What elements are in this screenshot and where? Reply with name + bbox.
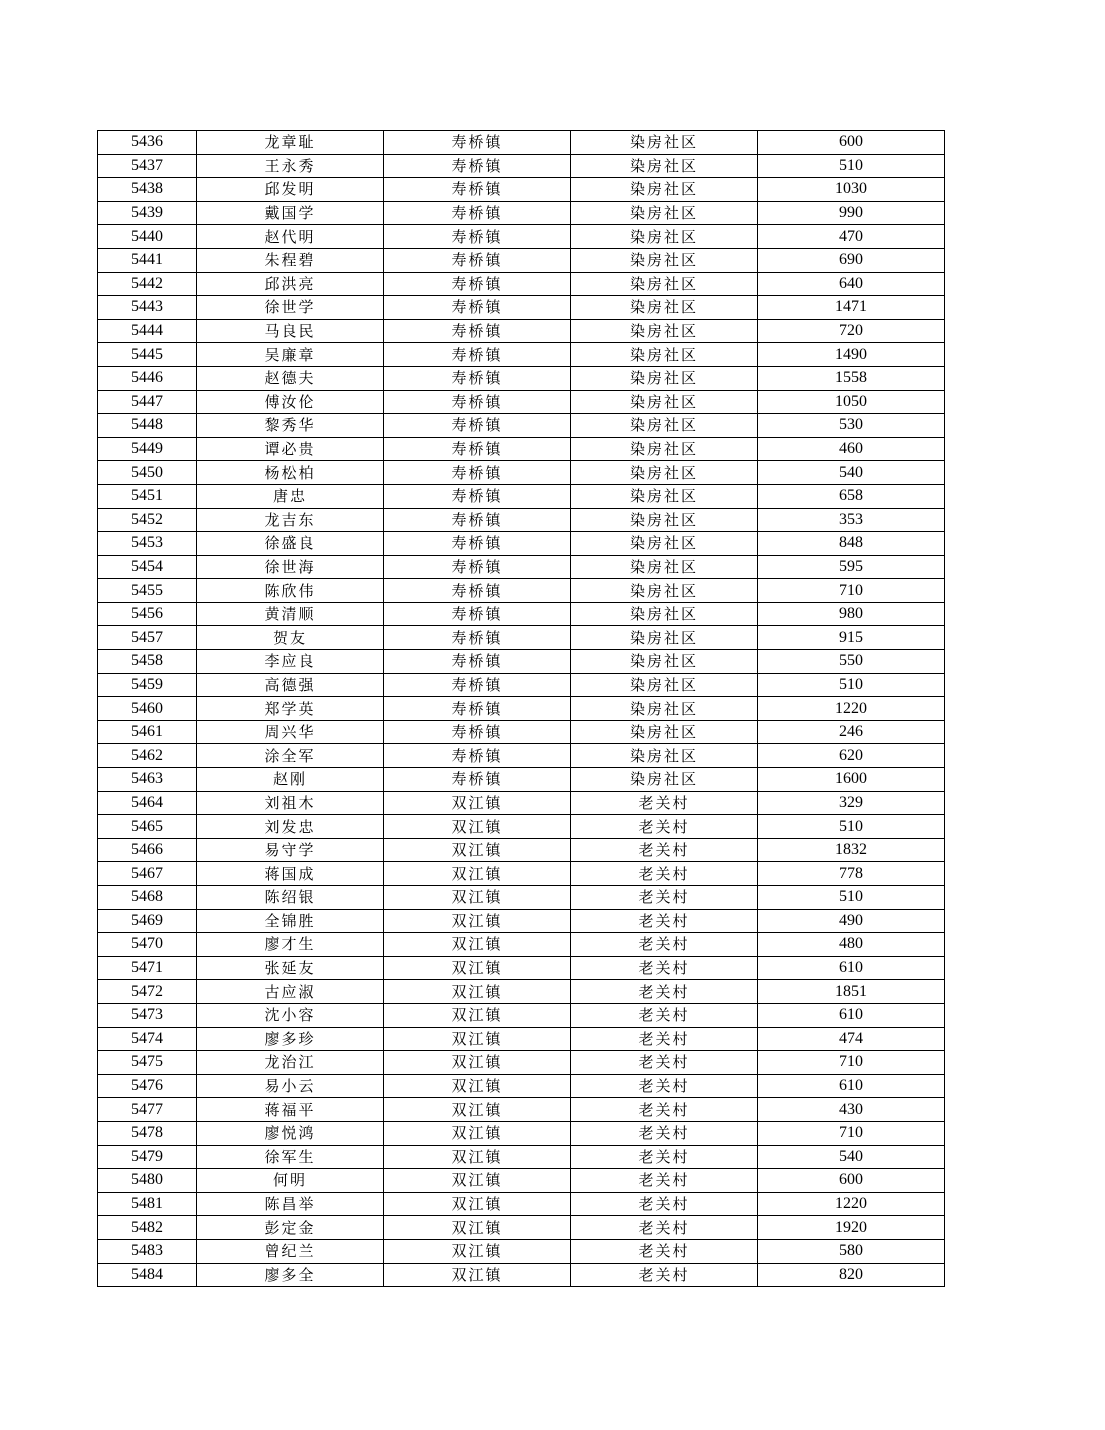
cell-town: 双江镇 [384,1051,571,1075]
cell-name: 陈欣伟 [197,579,384,603]
cell-id: 5481 [98,1192,197,1216]
cell-town: 双江镇 [384,1098,571,1122]
cell-amount: 720 [758,319,945,343]
table-row [98,366,945,390]
table-row [98,980,945,1004]
cell-village: 老关村 [571,815,758,839]
cell-village: 染房社区 [571,532,758,556]
table-row [98,532,945,556]
cell-village: 染房社区 [571,720,758,744]
cell-name: 刘发忠 [197,815,384,839]
cell-town: 双江镇 [384,1169,571,1193]
cell-id: 5436 [98,131,197,155]
cell-town: 寿桥镇 [384,768,571,792]
cell-amount: 820 [758,1263,945,1287]
table-row [98,933,945,957]
cell-amount: 1558 [758,366,945,390]
cell-town: 寿桥镇 [384,532,571,556]
cell-name: 徐盛良 [197,532,384,556]
cell-name: 廖悦鸿 [197,1121,384,1145]
cell-village: 染房社区 [571,248,758,272]
cell-town: 寿桥镇 [384,484,571,508]
cell-town: 寿桥镇 [384,555,571,579]
cell-amount: 1490 [758,343,945,367]
cell-id: 5469 [98,909,197,933]
cell-village: 老关村 [571,933,758,957]
cell-id: 5482 [98,1216,197,1240]
table-row [98,390,945,414]
cell-amount: 510 [758,154,945,178]
cell-amount: 915 [758,626,945,650]
cell-id: 5451 [98,484,197,508]
table-row [98,886,945,910]
cell-town: 双江镇 [384,1121,571,1145]
cell-village: 染房社区 [571,602,758,626]
cell-id: 5448 [98,414,197,438]
cell-amount: 510 [758,815,945,839]
cell-town: 寿桥镇 [384,697,571,721]
cell-amount: 1050 [758,390,945,414]
cell-town: 寿桥镇 [384,225,571,249]
table-row [98,343,945,367]
cell-id: 5473 [98,1003,197,1027]
cell-id: 5470 [98,933,197,957]
cell-village: 染房社区 [571,154,758,178]
cell-village: 老关村 [571,838,758,862]
cell-amount: 1220 [758,697,945,721]
cell-name: 赵德夫 [197,366,384,390]
cell-amount: 510 [758,886,945,910]
table-row [98,555,945,579]
cell-village: 染房社区 [571,296,758,320]
cell-id: 5475 [98,1051,197,1075]
cell-town: 寿桥镇 [384,461,571,485]
cell-town: 双江镇 [384,815,571,839]
cell-town: 寿桥镇 [384,414,571,438]
cell-name: 刘祖木 [197,791,384,815]
table-row [98,768,945,792]
table-row [98,414,945,438]
cell-town: 寿桥镇 [384,343,571,367]
cell-id: 5477 [98,1098,197,1122]
cell-town: 寿桥镇 [384,626,571,650]
cell-amount: 1851 [758,980,945,1004]
table-row [98,1263,945,1287]
cell-town: 双江镇 [384,1263,571,1287]
cell-id: 5455 [98,579,197,603]
cell-name: 郑学英 [197,697,384,721]
cell-village: 老关村 [571,1003,758,1027]
cell-town: 寿桥镇 [384,154,571,178]
cell-name: 赵代明 [197,225,384,249]
cell-town: 寿桥镇 [384,720,571,744]
cell-name: 马良民 [197,319,384,343]
table-row [98,154,945,178]
cell-id: 5440 [98,225,197,249]
table-row [98,697,945,721]
cell-name: 曾纪兰 [197,1239,384,1263]
cell-village: 老关村 [571,1263,758,1287]
cell-town: 双江镇 [384,1027,571,1051]
cell-id: 5460 [98,697,197,721]
cell-town: 寿桥镇 [384,272,571,296]
cell-town: 寿桥镇 [384,437,571,461]
cell-name: 张延友 [197,956,384,980]
cell-village: 染房社区 [571,178,758,202]
cell-village: 老关村 [571,1216,758,1240]
cell-town: 双江镇 [384,1003,571,1027]
cell-name: 廖多珍 [197,1027,384,1051]
table-row [98,650,945,674]
cell-name: 全锦胜 [197,909,384,933]
cell-village: 染房社区 [571,366,758,390]
table-row [98,131,945,155]
cell-id: 5479 [98,1145,197,1169]
cell-village: 老关村 [571,1027,758,1051]
cell-amount: 1920 [758,1216,945,1240]
table-row [98,602,945,626]
table-row [98,508,945,532]
cell-village: 老关村 [571,1121,758,1145]
cell-name: 廖才生 [197,933,384,957]
table-row [98,484,945,508]
cell-name: 蒋国成 [197,862,384,886]
cell-village: 染房社区 [571,225,758,249]
cell-amount: 980 [758,602,945,626]
cell-amount: 710 [758,579,945,603]
cell-name: 蒋福平 [197,1098,384,1122]
cell-amount: 470 [758,225,945,249]
cell-village: 老关村 [571,956,758,980]
cell-town: 寿桥镇 [384,178,571,202]
cell-amount: 620 [758,744,945,768]
cell-name: 邱洪亮 [197,272,384,296]
cell-name: 杨松柏 [197,461,384,485]
cell-id: 5484 [98,1263,197,1287]
cell-id: 5472 [98,980,197,1004]
cell-village: 老关村 [571,1051,758,1075]
cell-name: 朱程碧 [197,248,384,272]
cell-name: 易小云 [197,1074,384,1098]
cell-town: 双江镇 [384,1145,571,1169]
cell-village: 老关村 [571,862,758,886]
table-row [98,579,945,603]
table-row [98,791,945,815]
cell-id: 5462 [98,744,197,768]
cell-id: 5456 [98,602,197,626]
cell-amount: 1471 [758,296,945,320]
cell-id: 5465 [98,815,197,839]
table-row [98,1239,945,1263]
cell-id: 5447 [98,390,197,414]
cell-amount: 610 [758,1074,945,1098]
cell-id: 5478 [98,1121,197,1145]
cell-village: 染房社区 [571,437,758,461]
cell-village: 老关村 [571,886,758,910]
table-row [98,437,945,461]
cell-town: 寿桥镇 [384,296,571,320]
cell-amount: 490 [758,909,945,933]
cell-name: 吴廉章 [197,343,384,367]
cell-name: 李应良 [197,650,384,674]
cell-village: 老关村 [571,791,758,815]
cell-id: 5457 [98,626,197,650]
cell-village: 染房社区 [571,579,758,603]
table-row [98,319,945,343]
table-row [98,461,945,485]
cell-amount: 580 [758,1239,945,1263]
cell-town: 寿桥镇 [384,508,571,532]
cell-name: 黄清顺 [197,602,384,626]
cell-id: 5459 [98,673,197,697]
table-row [98,178,945,202]
cell-amount: 600 [758,131,945,155]
cell-town: 寿桥镇 [384,390,571,414]
table-body [98,131,945,1287]
cell-id: 5471 [98,956,197,980]
cell-name: 傅汝伦 [197,390,384,414]
table-row [98,673,945,697]
cell-name: 陈绍银 [197,886,384,910]
cell-village: 染房社区 [571,744,758,768]
cell-name: 龙吉东 [197,508,384,532]
cell-village: 染房社区 [571,697,758,721]
cell-town: 双江镇 [384,1192,571,1216]
cell-id: 5474 [98,1027,197,1051]
table-row [98,862,945,886]
cell-village: 染房社区 [571,272,758,296]
cell-id: 5445 [98,343,197,367]
cell-id: 5449 [98,437,197,461]
table-row [98,1145,945,1169]
cell-village: 染房社区 [571,131,758,155]
cell-amount: 474 [758,1027,945,1051]
cell-name: 赵刚 [197,768,384,792]
cell-village: 老关村 [571,909,758,933]
cell-village: 老关村 [571,1098,758,1122]
cell-amount: 510 [758,673,945,697]
cell-name: 黎秀华 [197,414,384,438]
cell-amount: 710 [758,1051,945,1075]
cell-id: 5461 [98,720,197,744]
cell-village: 染房社区 [571,650,758,674]
cell-town: 寿桥镇 [384,248,571,272]
cell-village: 染房社区 [571,343,758,367]
cell-amount: 530 [758,414,945,438]
cell-amount: 1030 [758,178,945,202]
cell-id: 5438 [98,178,197,202]
cell-id: 5483 [98,1239,197,1263]
cell-town: 寿桥镇 [384,579,571,603]
cell-name: 谭必贵 [197,437,384,461]
data-table [97,130,945,1287]
cell-village: 染房社区 [571,414,758,438]
cell-id: 5441 [98,248,197,272]
table-row [98,1192,945,1216]
cell-town: 寿桥镇 [384,131,571,155]
table-row [98,744,945,768]
cell-amount: 430 [758,1098,945,1122]
cell-amount: 640 [758,272,945,296]
table-row [98,626,945,650]
cell-name: 涂全军 [197,744,384,768]
table-row [98,201,945,225]
table-row [98,838,945,862]
cell-amount: 595 [758,555,945,579]
table-row [98,272,945,296]
cell-town: 双江镇 [384,886,571,910]
table-row [98,1216,945,1240]
cell-id: 5464 [98,791,197,815]
cell-amount: 848 [758,532,945,556]
cell-village: 染房社区 [571,508,758,532]
cell-name: 古应淑 [197,980,384,1004]
cell-village: 染房社区 [571,201,758,225]
table-row [98,1169,945,1193]
cell-village: 染房社区 [571,555,758,579]
cell-village: 染房社区 [571,768,758,792]
cell-amount: 710 [758,1121,945,1145]
cell-village: 老关村 [571,1074,758,1098]
cell-amount: 460 [758,437,945,461]
cell-amount: 1832 [758,838,945,862]
cell-name: 易守学 [197,838,384,862]
table-row [98,1027,945,1051]
cell-town: 寿桥镇 [384,673,571,697]
cell-town: 双江镇 [384,1216,571,1240]
cell-town: 寿桥镇 [384,650,571,674]
cell-amount: 610 [758,956,945,980]
table-row [98,248,945,272]
cell-town: 双江镇 [384,838,571,862]
table-row [98,1051,945,1075]
table-row [98,1121,945,1145]
cell-name: 王永秀 [197,154,384,178]
cell-name: 戴国学 [197,201,384,225]
cell-town: 寿桥镇 [384,366,571,390]
cell-id: 5450 [98,461,197,485]
cell-id: 5480 [98,1169,197,1193]
cell-town: 双江镇 [384,862,571,886]
cell-id: 5453 [98,532,197,556]
cell-village: 老关村 [571,1145,758,1169]
cell-village: 染房社区 [571,390,758,414]
cell-village: 染房社区 [571,626,758,650]
cell-amount: 990 [758,201,945,225]
cell-name: 彭定金 [197,1216,384,1240]
cell-name: 沈小容 [197,1003,384,1027]
cell-name: 徐世学 [197,296,384,320]
cell-id: 5468 [98,886,197,910]
cell-id: 5454 [98,555,197,579]
cell-village: 染房社区 [571,673,758,697]
cell-town: 双江镇 [384,1239,571,1263]
cell-id: 5458 [98,650,197,674]
cell-name: 廖多全 [197,1263,384,1287]
cell-amount: 610 [758,1003,945,1027]
cell-amount: 690 [758,248,945,272]
cell-name: 周兴华 [197,720,384,744]
cell-village: 染房社区 [571,319,758,343]
cell-id: 5467 [98,862,197,886]
cell-name: 高德强 [197,673,384,697]
cell-town: 双江镇 [384,1074,571,1098]
cell-id: 5476 [98,1074,197,1098]
cell-village: 老关村 [571,1239,758,1263]
cell-id: 5466 [98,838,197,862]
cell-id: 5444 [98,319,197,343]
cell-amount: 600 [758,1169,945,1193]
cell-name: 贺友 [197,626,384,650]
cell-name: 邱发明 [197,178,384,202]
cell-amount: 329 [758,791,945,815]
table-row [98,815,945,839]
table-row [98,1003,945,1027]
cell-id: 5442 [98,272,197,296]
cell-town: 寿桥镇 [384,319,571,343]
cell-amount: 550 [758,650,945,674]
cell-id: 5452 [98,508,197,532]
cell-name: 徐军生 [197,1145,384,1169]
cell-id: 5437 [98,154,197,178]
cell-name: 陈昌举 [197,1192,384,1216]
cell-amount: 353 [758,508,945,532]
table-row [98,296,945,320]
table-row [98,720,945,744]
cell-village: 老关村 [571,980,758,1004]
cell-amount: 246 [758,720,945,744]
cell-town: 双江镇 [384,909,571,933]
cell-village: 老关村 [571,1169,758,1193]
cell-town: 双江镇 [384,791,571,815]
cell-id: 5439 [98,201,197,225]
table-row [98,1074,945,1098]
cell-name: 龙治江 [197,1051,384,1075]
cell-amount: 658 [758,484,945,508]
cell-name: 何明 [197,1169,384,1193]
table-row [98,1098,945,1122]
cell-town: 寿桥镇 [384,201,571,225]
cell-town: 双江镇 [384,980,571,1004]
cell-amount: 480 [758,933,945,957]
cell-name: 唐忠 [197,484,384,508]
table-row [98,956,945,980]
cell-town: 寿桥镇 [384,744,571,768]
cell-id: 5443 [98,296,197,320]
table-row [98,225,945,249]
cell-town: 寿桥镇 [384,602,571,626]
cell-amount: 540 [758,461,945,485]
cell-village: 染房社区 [571,461,758,485]
cell-village: 染房社区 [571,484,758,508]
cell-amount: 1220 [758,1192,945,1216]
table-row [98,909,945,933]
cell-id: 5463 [98,768,197,792]
cell-id: 5446 [98,366,197,390]
cell-name: 徐世海 [197,555,384,579]
cell-amount: 540 [758,1145,945,1169]
cell-town: 双江镇 [384,956,571,980]
cell-name: 龙章耻 [197,131,384,155]
cell-amount: 778 [758,862,945,886]
cell-village: 老关村 [571,1192,758,1216]
cell-amount: 1600 [758,768,945,792]
cell-town: 双江镇 [384,933,571,957]
